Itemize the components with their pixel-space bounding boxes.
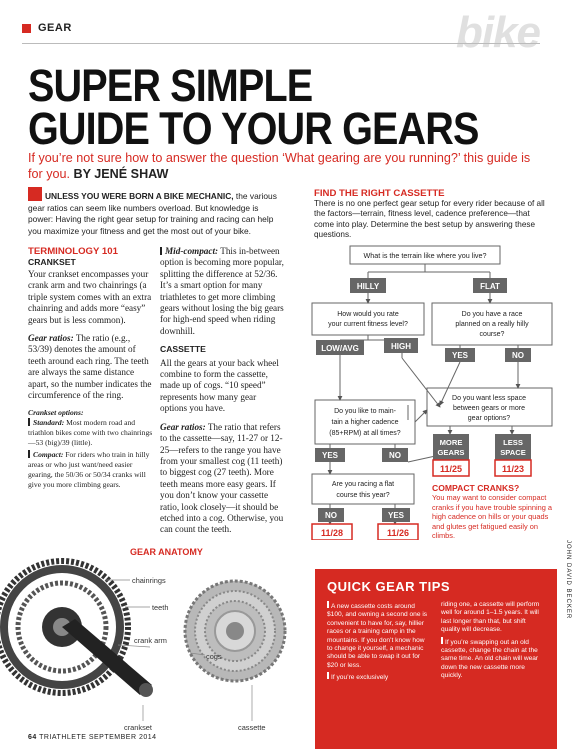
section-marker <box>22 24 31 33</box>
cassette-ratios-label: Gear ratios: <box>160 421 206 432</box>
intro-text: the various gear ratios can seem like numbers overload. But knowledge is power: Having the right gear setup for training and racing can help you maximize your fitness and get the most out of your bike. <box>28 191 277 236</box>
photo-credit: JOHN DAVID BECKER <box>565 540 571 620</box>
result-11-25: 11/25 <box>439 464 463 474</box>
intro-paragraph <box>28 187 283 237</box>
quick-gear-tips <box>315 569 557 749</box>
chainrings-label: chainrings <box>132 576 166 585</box>
q-cadence-2: tain a higher cadence <box>331 419 399 426</box>
compact-label: Compact: <box>33 450 64 460</box>
midcompact-label: Mid-compact: <box>165 246 219 256</box>
gear-anatomy-illustration <box>0 535 312 735</box>
section-label: GEAR <box>38 22 72 34</box>
flat-no-label: NO <box>325 511 337 520</box>
title-line-2: GUIDE TO YOUR GEARS <box>28 103 479 154</box>
q-terrain: What is the terrain like where you live? <box>363 251 487 260</box>
terminology-heading: TERMINOLOGY 101 <box>28 246 118 257</box>
q-less-1: Do you want less space <box>452 395 526 402</box>
race-no-label: NO <box>512 351 524 360</box>
tip-3 <box>327 672 431 682</box>
cassette-ratios-text: The ratio that refers to the cassette—say, 11-27 or 12-25—refers to the range you have from your smallest cog (11 teeth) to biggest cog (27 teeth). More teeth means more easy gears. If you don’t know your cassette ratio, look closely—it should be etched into a cog. Otherwise, you can count the teeth. <box>160 421 284 535</box>
crankset-ratios <box>28 333 154 401</box>
tips-column-2 <box>441 601 545 681</box>
tips-heading: QUICK GEAR TIPS <box>327 579 451 594</box>
cassette-column <box>160 246 285 543</box>
midcompact-option <box>160 246 285 337</box>
q-less-3: gear options? <box>467 415 511 422</box>
page-footer <box>28 734 157 741</box>
intro-lead: UNLESS YOU WERE BORN A BIKE MECHANIC, <box>45 191 234 201</box>
compact-text: For riders who train in hilly areas or who just want/need easier gearing, the 50/36 or 50/34 cranks will give you more climbing gears. <box>28 450 150 490</box>
q-race-1: Do you have a race <box>461 311 523 318</box>
standard-label: Standard: <box>33 418 65 428</box>
options-label: Crankset options: <box>28 408 84 418</box>
flat-yes-label: YES <box>387 511 405 520</box>
low-avg-label: LOW/AVG <box>321 344 359 353</box>
more-gears-1: MORE <box>439 438 463 447</box>
cassette-guide-text: There is no one perfect gear setup for every rider because of all the factors—terrain, fitness level, cadence preference—that come into play. Determine the best setup by answering these questions. <box>314 199 545 240</box>
flat-label: FLAT <box>480 282 500 291</box>
compact-option <box>28 450 154 490</box>
page-number: 64 <box>28 734 37 741</box>
ratios-label: Gear ratios: <box>28 333 74 344</box>
less-space-1: LESS <box>503 438 523 447</box>
q-cadence-3: (85+RPM) at all times? <box>329 430 401 437</box>
cassette-guide-heading: FIND THE RIGHT CASSETTE <box>314 188 445 199</box>
teeth-label: teeth <box>152 603 169 612</box>
cadence-yes-label: YES <box>321 451 339 460</box>
page-title <box>28 60 486 154</box>
crank-arm-label: crank arm <box>134 636 167 645</box>
more-gears-2: GEARS <box>437 448 465 457</box>
crankset-text: Your crankset encompasses your crank arm and two chainrings (a triple system comes with an extra chainring and adds more “easy” gears but is less common). <box>28 269 152 325</box>
q-flat-1: Are you racing a flat <box>331 481 395 488</box>
q-fitness-1: How would you rate <box>337 311 399 318</box>
tip-4 <box>441 637 545 681</box>
deck-text: If you’re not sure how to answer the question ‘What gearing are you running?’ this guide is for you. <box>28 151 531 181</box>
tips-column-1 <box>327 601 431 683</box>
result-11-23: 11/23 <box>501 464 525 474</box>
deck <box>28 150 548 182</box>
cassette-heading: CASSETTE <box>160 344 206 355</box>
hilly-label: HILLY <box>356 282 380 291</box>
q-less-2: between gears or more <box>453 405 525 412</box>
terminology-column <box>28 246 154 497</box>
q-race-2: planned on a really hilly <box>455 321 529 328</box>
cassette-ratios <box>160 422 285 536</box>
crankset-heading: CRANKSET <box>28 257 76 267</box>
midcompact-text: This in-between option is becoming more popular, splitting the difference at 52/36. It’s a smart option for many triathletes to get more climbing gears without losing the big gears for high-end speed when riding downhill. <box>160 246 284 336</box>
byline: BY JENÉ SHAW <box>73 167 169 181</box>
standard-option <box>28 418 154 448</box>
result-11-28: 11/28 <box>320 528 344 538</box>
tip-4-text: If you’re swapping out an old cassette, change the chain at the same time. An old chain will wear down the new cassette more quickly. <box>441 638 539 680</box>
compact-cranks-box <box>432 483 557 541</box>
race-yes-label: YES <box>451 351 469 360</box>
cassette-text: All the gears at your back wheel combine to form the cassette, made up of cogs. “10 speed” represents how many gear options you have. <box>160 357 279 414</box>
q-cadence-1: Do you like to main- <box>334 408 396 415</box>
title-line-1: SUPER SIMPLE <box>28 60 313 111</box>
crankset-label: crankset <box>124 723 152 732</box>
tip-1-text: A new cassette costs around $100, and owning a second one is convenient to have for, say, hillier races or a training camp in the mountains. If you don’t know how to change it yourself, a mechanic should be able to swap it out for $20 or less. <box>327 603 428 669</box>
tip-1 <box>327 601 431 670</box>
header-rule <box>22 43 540 44</box>
anatomy-heading: GEAR ANATOMY <box>130 547 203 557</box>
cassette-guide <box>314 188 550 241</box>
q-race-3: course? <box>479 331 505 338</box>
result-11-26: 11/26 <box>386 528 410 538</box>
q-flat-2: course this year? <box>336 492 390 499</box>
q-fitness-2: your current fitness level? <box>328 321 408 328</box>
section-header <box>22 8 540 57</box>
issue-date: SEPTEMBER 2014 <box>88 734 157 741</box>
cassette-graphic <box>185 581 285 681</box>
cogs-label: cogs <box>206 652 222 661</box>
standard-text: Most modern road and triathlon bikes come with two chainrings—53 (big)/39 (little). <box>28 418 153 448</box>
cadence-no-label: NO <box>389 451 401 460</box>
tip-3-text: If you’re exclusively <box>331 674 389 682</box>
cassette-label: cassette <box>238 723 266 732</box>
compact-heading: COMPACT CRANKS? <box>432 483 520 493</box>
compact-text: You may want to consider compact cranks if you have trouble spinning a high cadence on hills or your quads and glutes get fatigued easily on climbs. <box>432 493 552 541</box>
drop-marker <box>28 187 42 201</box>
magazine-name: TRIATHLETE <box>39 734 87 741</box>
section-badge: bike <box>455 8 540 57</box>
less-space-2: SPACE <box>500 448 526 457</box>
high-label: HIGH <box>391 342 411 351</box>
ratios-text: The ratio (e.g., 53/39) denotes the amount of teeth around each ring. The teeth are always the same distance apart, so the number indicates the circumference of the ring. <box>28 333 152 401</box>
tip-3-continued: riding one, a cassette will perform well for around 1–1.5 years. It will last longer than that, but shift quality will decrease. <box>441 601 540 634</box>
